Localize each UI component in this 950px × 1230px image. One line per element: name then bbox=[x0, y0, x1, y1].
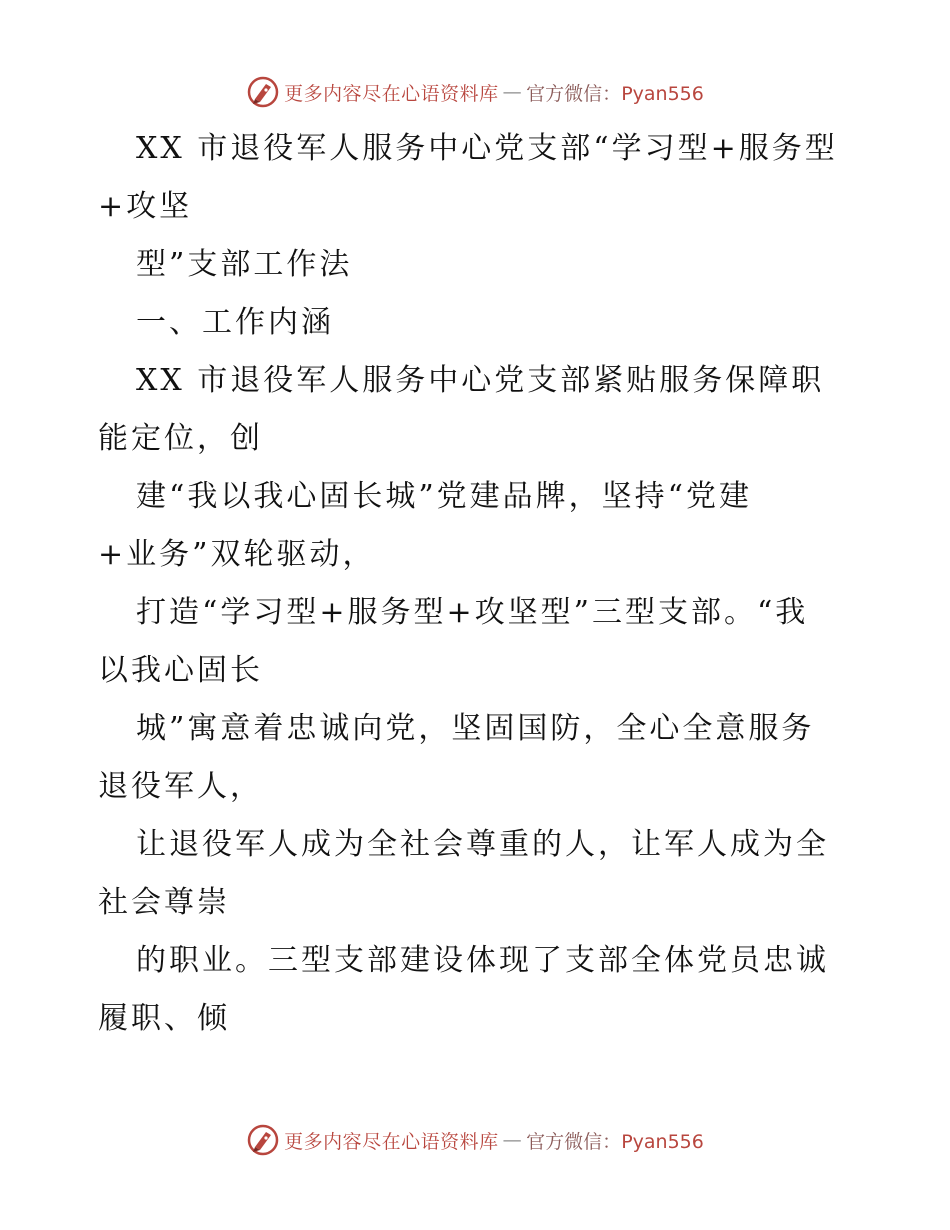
document-line: 履职、倾 bbox=[98, 1001, 230, 1036]
pen-nib-logo-icon bbox=[246, 75, 280, 109]
section-heading: 一、工作内涵 bbox=[136, 305, 334, 340]
footer-separator: — bbox=[502, 1129, 523, 1151]
footer-banner bbox=[0, 1120, 950, 1160]
document-line: 退役军人， bbox=[98, 769, 263, 804]
header-banner-text: 更多内容尽在心语资料库 bbox=[284, 82, 499, 105]
document-line: XX 市退役军人服务中心党支部“学习型+服务型 bbox=[136, 131, 838, 166]
header-separator: — bbox=[502, 81, 523, 103]
document-line: XX 市退役军人服务中心党支部紧贴服务保障职 bbox=[136, 363, 825, 398]
header-contact-label: 官方微信： bbox=[526, 82, 622, 105]
footer-contact bbox=[526, 1127, 704, 1154]
document-line: 城”寓意着忠诚向党，坚固国防，全心全意服务 bbox=[136, 711, 815, 746]
header-banner bbox=[0, 72, 950, 112]
document-line: +攻坚 bbox=[98, 189, 193, 224]
document-line: 型”支部工作法 bbox=[136, 247, 353, 282]
footer-contact-label: 官方微信： bbox=[526, 1130, 622, 1153]
document-line: 打造“学习型+服务型+攻坚型”三型支部。“我 bbox=[136, 595, 809, 630]
document-line: 能定位，创 bbox=[98, 421, 263, 456]
document-line: +业务”双轮驱动， bbox=[98, 537, 376, 572]
document-body bbox=[98, 120, 858, 1048]
header-contact bbox=[526, 79, 704, 106]
pen-nib-logo-icon bbox=[246, 1123, 280, 1157]
footer-banner-inner bbox=[246, 1123, 704, 1157]
document-line: 的职业。三型支部建设体现了支部全体党员忠诚 bbox=[136, 943, 829, 978]
footer-banner-text: 更多内容尽在心语资料库 bbox=[284, 1130, 499, 1153]
document-line: 让退役军人成为全社会尊重的人，让军人成为全 bbox=[136, 827, 829, 862]
document-line: 社会尊崇 bbox=[98, 885, 230, 920]
document-line: 以我心固长 bbox=[98, 653, 263, 688]
document-line: 建“我以我心固长城”党建品牌，坚持“党建 bbox=[136, 479, 753, 514]
header-banner-inner bbox=[246, 75, 704, 109]
header-contact-id: Pyan556 bbox=[621, 82, 704, 105]
footer-contact-id: Pyan556 bbox=[621, 1130, 704, 1153]
